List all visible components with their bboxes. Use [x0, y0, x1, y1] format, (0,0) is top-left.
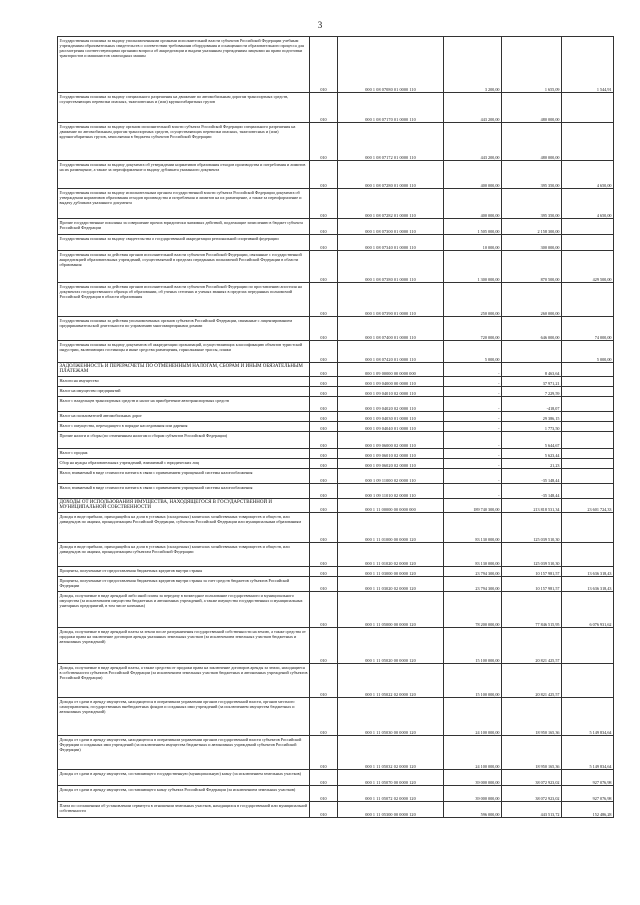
row-plan-cell: 189 740 300,00 — [444, 499, 502, 513]
row-code-cell: 010 — [310, 37, 338, 93]
row-executed-cell: 443 513,72 — [502, 802, 562, 818]
row-remaining-cell — [562, 397, 614, 412]
row-executed-cell: 37 971,21 — [502, 377, 562, 387]
row-plan-cell: 24 100 000,00 — [444, 698, 502, 736]
row-kbk-cell: 000 1 08 07170 01 0000 110 — [338, 93, 444, 123]
row-plan-cell: - — [444, 387, 502, 397]
row-remaining-cell: 4 650,00 — [562, 189, 614, 219]
table-row — [58, 37, 614, 93]
row-executed-cell: -35 148,44 — [502, 484, 562, 499]
row-executed-cell: 18 950 165,36 — [502, 736, 562, 770]
row-name-cell: Государственная пошлина за действия органов исполнительной власти субъектов Российской Федерации, связанные с государственной аккредитацией образовательных учреждений, осуществляемой в пределах переданных полномочий Российской Федерации в области образования — [58, 251, 310, 283]
row-executed-cell: 125 039 510,30 — [502, 513, 562, 543]
row-remaining-cell: 13 636 318,43 — [562, 567, 614, 577]
row-name-cell: Доходы от сдачи в аренду имущества, составляющего казну субъекта Российской Федерации (за исключением земельных участков) — [58, 786, 310, 802]
row-kbk-cell: 000 1 09 00000 00 0000 000 — [338, 363, 444, 377]
row-kbk-cell: 000 1 08 07080 01 0000 110 — [338, 37, 444, 93]
row-plan-cell: 1 505 000,00 — [444, 219, 502, 235]
row-plan-cell: - — [444, 449, 502, 459]
row-executed-cell: -418,07 — [502, 397, 562, 412]
row-executed-cell: 38 072 923,02 — [502, 786, 562, 802]
row-remaining-cell — [562, 513, 614, 543]
row-name-cell: Государственная пошлина за выдачу уполномоченными органами исполнительной власти субъектов Российской Федерации учебным учреждениям образовательных свидетельств о соответствии требованиям оборудования и оснащенности образовательного процесса для рассмотрения соответствующими органами вопроса об аккредитации и выдачи указанным учреждениям лицензии на право подготовки трактористов и машинистов самоходных машин — [58, 37, 310, 93]
row-plan-cell: 23 794 300,00 — [444, 567, 502, 577]
row-kbk-cell: 000 1 08 07390 01 0000 110 — [338, 283, 444, 317]
row-remaining-cell — [562, 412, 614, 422]
row-executed-cell: 5 623,44 — [502, 449, 562, 459]
table-row — [58, 592, 614, 628]
row-kbk-cell: 000 1 08 07300 01 0000 110 — [338, 219, 444, 235]
row-plan-cell: 23 794 300,00 — [444, 577, 502, 592]
row-executed-cell: 10 157 981,57 — [502, 577, 562, 592]
table-row — [58, 363, 614, 377]
row-executed-cell: 5 644,67 — [502, 432, 562, 449]
table-row — [58, 251, 614, 283]
row-code-cell: 010 — [310, 499, 338, 513]
table-row — [58, 698, 614, 736]
row-kbk-cell: 000 1 11 05300 00 0000 120 — [338, 802, 444, 818]
table-row — [58, 412, 614, 422]
row-plan-cell: - — [444, 412, 502, 422]
row-remaining-cell: 13 636 318,43 — [562, 577, 614, 592]
row-code-cell: 010 — [310, 543, 338, 567]
row-plan-cell: - — [444, 397, 502, 412]
row-code-cell: 010 — [310, 736, 338, 770]
table-row — [58, 628, 614, 664]
row-name-cell: Налог с продаж — [58, 449, 310, 459]
row-code-cell: 010 — [310, 664, 338, 698]
row-plan-cell: 443 200,00 — [444, 123, 502, 161]
row-code-cell: 010 — [310, 513, 338, 543]
row-code-cell: 010 — [310, 317, 338, 341]
row-plan-cell: - — [444, 377, 502, 387]
row-kbk-cell: 000 1 08 07340 01 0000 110 — [338, 235, 444, 251]
row-executed-cell: 870 500,00 — [502, 251, 562, 283]
row-plan-cell: 5 000,00 — [444, 341, 502, 363]
row-name-cell: Доходы от сдачи в аренду имущества, находящегося в оперативном управлении органов государственной власти субъектов Российской Федерации и созданных ими учреждений (за исключением имущества бюджетных и автономных учреждений субъектов Российской Федерации) — [58, 736, 310, 770]
row-executed-cell: 125 039 510,30 — [502, 543, 562, 567]
row-name-cell: Государственная пошлина за действия органов исполнительной власти субъектов Российской Федерации по проставлению апостиля на документах государственного образца об образовании, об ученых степенях и ученых званиях в пределах переданных полномочий Российской Федерации в области образования — [58, 283, 310, 317]
table-row — [58, 377, 614, 387]
row-remaining-cell: 23 601 724,33 — [562, 499, 614, 513]
row-name-cell: Прочие налоги и сборы (по отмененным налогам и сборам субъектов Российской Федерации) — [58, 432, 310, 449]
row-remaining-cell — [562, 449, 614, 459]
row-kbk-cell: 000 1 09 06010 02 0000 110 — [338, 449, 444, 459]
row-remaining-cell: 4 650,00 — [562, 161, 614, 189]
table-row — [58, 235, 614, 251]
row-code-cell: 010 — [310, 484, 338, 499]
row-name-cell: Плата по соглашениям об установлении сервитута в отношении земельных участков, находящихся в государственной или муниципальной собственности — [58, 802, 310, 818]
row-code-cell: 010 — [310, 449, 338, 459]
row-plan-cell: 250 000,00 — [444, 283, 502, 317]
table-row — [58, 397, 614, 412]
row-remaining-cell — [562, 469, 614, 484]
row-kbk-cell: 000 1 08 07400 01 0000 110 — [338, 317, 444, 341]
row-remaining-cell: 1 544,91 — [562, 37, 614, 93]
row-plan-cell: - — [444, 484, 502, 499]
row-executed-cell: 300 000,00 — [502, 235, 562, 251]
row-code-cell: 010 — [310, 469, 338, 484]
row-name-cell: Государственная пошлина за выдачу документов об аккредитации организаций, осуществляющих классификацию объектов туристской индустрии, включающих гостиницы и иные средства размещения, горнолыжные трассы, пляжи — [58, 341, 310, 363]
row-name-cell: Доходы, получаемые в виде арендной либо иной платы за передачу в возмездное пользование государственного и муниципального имущества (за исключением имущества бюджетных и автономных учреждений, а также имущества государственных и муниципальных унитарных предприятий, в том числе казенных) — [58, 592, 310, 628]
row-plan-cell: 15 100 000,00 — [444, 628, 502, 664]
table-row — [58, 802, 614, 818]
row-code-cell: 010 — [310, 283, 338, 317]
row-code-cell: 010 — [310, 412, 338, 422]
page-number: 3 — [317, 20, 323, 30]
row-kbk-cell: 000 1 09 11000 02 0000 110 — [338, 469, 444, 484]
row-plan-cell: 15 100 000,00 — [444, 664, 502, 698]
row-code-cell: 010 — [310, 770, 338, 786]
row-plan-cell: 39 000 000,00 — [444, 786, 502, 802]
row-executed-cell: 480 000,00 — [502, 93, 562, 123]
row-name-cell: Государственная пошлина за действия уполномоченных органов субъектов Российской Федерации, связанные с лицензированием предпринимательской деятельности по управлению многоквартирными домами — [58, 317, 310, 341]
row-executed-cell: 1 655,09 — [502, 37, 562, 93]
row-kbk-cell: 000 1 11 05000 00 0000 120 — [338, 592, 444, 628]
row-kbk-cell: 000 1 11 05070 00 0000 120 — [338, 770, 444, 786]
table-row — [58, 387, 614, 397]
row-code-cell: 010 — [310, 432, 338, 449]
row-kbk-cell: 000 1 09 04030 01 0000 110 — [338, 412, 444, 422]
table-row — [58, 577, 614, 592]
row-plan-cell: - — [444, 363, 502, 377]
row-kbk-cell: 000 1 09 04010 02 0000 110 — [338, 387, 444, 397]
row-name-cell: Государственная пошлина за выдачу специального разрешения на движение по автомобильным дорогам транспортных средств, осуществляющих перевозки опасных, тяжеловесных и (или) крупногабаритных грузов — [58, 93, 310, 123]
row-name-cell: Налог, взимаемый в виде стоимости патента в связи с применением упрощенной системы налогообложения — [58, 469, 310, 484]
row-executed-cell: 2 158 300,00 — [502, 219, 562, 235]
row-executed-cell: 21,23 — [502, 459, 562, 469]
row-executed-cell: 395 350,00 — [502, 161, 562, 189]
row-plan-cell: 443 200,00 — [444, 93, 502, 123]
row-remaining-cell — [562, 377, 614, 387]
row-code-cell: 010 — [310, 93, 338, 123]
row-code-cell: 010 — [310, 387, 338, 397]
row-plan-cell: 400 000,00 — [444, 189, 502, 219]
row-plan-cell: - — [444, 432, 502, 449]
row-kbk-cell: 000 1 09 06020 02 0000 110 — [338, 459, 444, 469]
row-code-cell: 010 — [310, 397, 338, 412]
row-plan-cell: 400 000,00 — [444, 161, 502, 189]
row-remaining-cell: 74 000,00 — [562, 317, 614, 341]
row-executed-cell: 77 846 515,95 — [502, 592, 562, 628]
row-remaining-cell: 152 486,28 — [562, 802, 614, 818]
row-code-cell: 010 — [310, 422, 338, 432]
row-remaining-cell: 429 500,00 — [562, 251, 614, 283]
table-row — [58, 123, 614, 161]
table-row — [58, 499, 614, 513]
row-name-cell: Доходы, получаемые в виде арендной платы за земли после разграничения государственной собственности на землю, а также средства от продажи права на заключение договоров аренды указанных земельных участков (за исключением земельных участков бюджетных и автономных учреждений) — [58, 628, 310, 664]
row-plan-cell: 10 000,00 — [444, 235, 502, 251]
row-plan-cell: 596 000,00 — [444, 802, 502, 818]
row-kbk-cell: 000 1 08 07280 01 0000 110 — [338, 161, 444, 189]
row-executed-cell: 395 350,00 — [502, 189, 562, 219]
row-executed-cell: 646 000,00 — [502, 317, 562, 341]
row-plan-cell: 720 000,00 — [444, 317, 502, 341]
row-kbk-cell: 000 1 11 05072 02 0000 120 — [338, 786, 444, 802]
row-kbk-cell: 000 1 11 05022 02 0000 120 — [338, 664, 444, 698]
row-plan-cell: - — [444, 459, 502, 469]
row-code-cell: 010 — [310, 363, 338, 377]
row-remaining-cell — [562, 422, 614, 432]
row-remaining-cell — [562, 664, 614, 698]
row-name-cell: Налог с владельцев транспортных средств и налог на приобретение автотранспортных средств — [58, 397, 310, 412]
row-remaining-cell — [562, 432, 614, 449]
row-kbk-cell: 000 1 08 07172 01 0000 110 — [338, 123, 444, 161]
row-name-cell: Государственная пошлина за выдачу органом исполнительной власти субъекта Российской Федерации специального разрешения на движение по автомобильным дорогам транспортных средств, осуществляющих перевозки опасных, тяжеловесных и (или) крупногабаритных грузов, зачисляемая в бюджеты субъектов Российской Федерации — [58, 123, 310, 161]
row-remaining-cell: 927 076,98 — [562, 786, 614, 802]
row-plan-cell: 1 300 000,00 — [444, 251, 502, 283]
row-code-cell: 010 — [310, 161, 338, 189]
row-kbk-cell: 000 1 11 03020 02 0000 120 — [338, 577, 444, 592]
table-row — [58, 93, 614, 123]
row-executed-cell: 18 950 165,36 — [502, 698, 562, 736]
row-plan-cell: 78 200 000,00 — [444, 592, 502, 628]
row-kbk-cell: 000 1 08 07380 01 0000 110 — [338, 251, 444, 283]
row-name-cell: ДОХОДЫ ОТ ИСПОЛЬЗОВАНИЯ ИМУЩЕСТВА, НАХОДЯЩЕГОСЯ В ГОСУДАРСТВЕННОЙ И МУНИЦИПАЛЬНОЙ СОБСТВЕННОСТИ — [58, 499, 310, 513]
row-kbk-cell: 000 1 11 05020 00 0000 120 — [338, 628, 444, 664]
row-executed-cell: 29 386,15 — [502, 412, 562, 422]
row-kbk-cell: 000 1 11 03000 00 0000 120 — [338, 567, 444, 577]
row-kbk-cell: 000 1 11 05030 00 0000 120 — [338, 698, 444, 736]
row-kbk-cell: 000 1 09 06000 02 0000 110 — [338, 432, 444, 449]
row-remaining-cell — [562, 283, 614, 317]
row-code-cell: 010 — [310, 219, 338, 235]
table-row — [58, 513, 614, 543]
table-row — [58, 317, 614, 341]
row-kbk-cell: 000 1 09 11010 02 0000 110 — [338, 484, 444, 499]
row-remaining-cell — [562, 123, 614, 161]
row-remaining-cell — [562, 93, 614, 123]
row-remaining-cell — [562, 543, 614, 567]
row-name-cell: Сбор на нужды образовательных учреждений, взимаемый с юридических лиц — [58, 459, 310, 469]
row-executed-cell: 8 463,64 — [502, 363, 562, 377]
table-row — [58, 219, 614, 235]
table-row — [58, 449, 614, 459]
table-body — [58, 37, 614, 818]
row-plan-cell: 83 130 000,00 — [444, 543, 502, 567]
row-remaining-cell — [562, 484, 614, 499]
row-executed-cell: 480 000,00 — [502, 123, 562, 161]
row-remaining-cell: 6 076 931,62 — [562, 592, 614, 628]
table-row — [58, 786, 614, 802]
row-name-cell: Налог, взимаемый в виде стоимости патента в связи с применением упрощенной системы налогообложения — [58, 484, 310, 499]
row-kbk-cell: 000 1 09 04040 01 0000 110 — [338, 422, 444, 432]
table-row — [58, 770, 614, 786]
table-row — [58, 422, 614, 432]
table-row — [58, 736, 614, 770]
row-name-cell: Проценты, полученные от предоставления бюджетных кредитов внутри страны — [58, 567, 310, 577]
row-name-cell: Государственная пошлина за выдачу исполнительным органом государственной власти субъекта Российской Федерации документа об утверждении нормативов образования отходов производства и потребления и лимитов на их размещение, а также за переоформление и выдачу дубликата указанного документа — [58, 189, 310, 219]
row-code-cell: 010 — [310, 123, 338, 161]
table-row — [58, 341, 614, 363]
table-row — [58, 189, 614, 219]
row-kbk-cell: 000 1 11 05032 02 0000 120 — [338, 736, 444, 770]
row-plan-cell: - — [444, 422, 502, 432]
row-code-cell: 010 — [310, 189, 338, 219]
row-kbk-cell: 000 1 08 07282 01 0000 110 — [338, 189, 444, 219]
row-name-cell: Налог с имущества, переходящего в порядке наследования или дарения — [58, 422, 310, 432]
table-row — [58, 459, 614, 469]
row-executed-cell: 38 072 923,02 — [502, 770, 562, 786]
row-executed-cell: 260 000,00 — [502, 283, 562, 317]
row-code-cell: 010 — [310, 698, 338, 736]
row-kbk-cell: 000 1 09 04000 00 0000 110 — [338, 377, 444, 387]
row-name-cell: Доходы от сдачи в аренду имущества, составляющего государственную (муниципальную) казну (за исключением земельных участков) — [58, 770, 310, 786]
row-code-cell: 010 — [310, 567, 338, 577]
row-name-cell: Прочие государственные пошлины за совершение прочих юридически значимых действий, подлежащие зачислению в бюджет субъекта Российской Федерации — [58, 219, 310, 235]
row-code-cell: 010 — [310, 592, 338, 628]
row-remaining-cell — [562, 628, 614, 664]
row-code-cell: 010 — [310, 459, 338, 469]
row-name-cell: Доходы, получаемые в виде арендной платы, а также средства от продажи права на заключение договоров аренды за земли, находящиеся в собственности субъектов Российской Федерации (за исключением земельных участков бюджетных и автономных учреждений субъектов Российской Федерации) — [58, 664, 310, 698]
row-code-cell: 010 — [310, 802, 338, 818]
row-remaining-cell: 5 149 834,64 — [562, 698, 614, 736]
row-name-cell: Доходы от сдачи в аренду имущества, находящегося в оперативном управлении органов государственной власти, органов местного самоуправления, государственных внебюджетных фондов и созданных ими учреждений (за исключением имущества бюджетных и автономных учреждений) — [58, 698, 310, 736]
row-name-cell: Доходы в виде прибыли, приходящейся на доли в уставных (складочных) капиталах хозяйственных товариществ и обществ, или дивидендов по акциям, принадлежащим Российской Федерации, субъектам Российской Федерации или муниципальным образованиям — [58, 513, 310, 543]
row-code-cell: 010 — [310, 341, 338, 363]
row-code-cell: 010 — [310, 628, 338, 664]
table-row — [58, 432, 614, 449]
table-row — [58, 283, 614, 317]
row-plan-cell: 39 000 000,00 — [444, 770, 502, 786]
row-name-cell: ЗАДОЛЖЕННОСТЬ И ПЕРЕРАСЧЕТЫ ПО ОТМЕНЕННЫМ НАЛОГАМ, СБОРАМ И ИНЫМ ОБЯЗАТЕЛЬНЫМ ПЛАТЕЖАМ — [58, 363, 310, 377]
row-executed-cell: -35 148,44 — [502, 469, 562, 484]
row-kbk-cell: 000 1 08 07420 01 0000 110 — [338, 341, 444, 363]
row-plan-cell: 24 100 000,00 — [444, 736, 502, 770]
row-name-cell: Налог на имущество предприятий — [58, 387, 310, 397]
row-executed-cell: 1 773,50 — [502, 422, 562, 432]
row-executed-cell: 7 229,59 — [502, 387, 562, 397]
row-executed-cell: 10 157 981,57 — [502, 567, 562, 577]
row-remaining-cell — [562, 235, 614, 251]
row-name-cell: Государственная пошлина за выдачу свидетельства о государственной аккредитации региональной спортивной федерации — [58, 235, 310, 251]
table-row — [58, 664, 614, 698]
table-row — [58, 469, 614, 484]
row-name-cell: Налог на пользователей автомобильных дорог — [58, 412, 310, 422]
table-row — [58, 161, 614, 189]
row-code-cell: 010 — [310, 577, 338, 592]
row-kbk-cell: 000 1 11 01000 00 0000 120 — [338, 513, 444, 543]
row-name-cell: Государственная пошлина за выдачу документа об утверждении нормативов образования отходов производства и потребления и лимитов на их размещение, а также за переоформление и выдачу дубликата указанного документа — [58, 161, 310, 189]
row-kbk-cell: 000 1 11 00000 00 0000 000 — [338, 499, 444, 513]
row-plan-cell: 3 200,00 — [444, 37, 502, 93]
row-executed-cell: 20 821 425,57 — [502, 628, 562, 664]
row-name-cell: Налоги на имущество — [58, 377, 310, 387]
row-executed-cell: 213 818 531,34 — [502, 499, 562, 513]
row-remaining-cell — [562, 219, 614, 235]
row-kbk-cell: 000 1 09 04020 02 0000 110 — [338, 397, 444, 412]
row-remaining-cell: 927 076,98 — [562, 770, 614, 786]
row-name-cell: Проценты, полученные от предоставления бюджетных кредитов внутри страны за счет средств бюджетов субъектов Российской Федерации — [58, 577, 310, 592]
budget-execution-table — [57, 36, 614, 818]
row-code-cell: 010 — [310, 377, 338, 387]
row-remaining-cell — [562, 363, 614, 377]
row-executed-cell: 20 821 425,57 — [502, 664, 562, 698]
row-remaining-cell — [562, 459, 614, 469]
row-code-cell: 010 — [310, 235, 338, 251]
row-plan-cell: 83 130 000,00 — [444, 513, 502, 543]
table-row — [58, 567, 614, 577]
row-remaining-cell: 5 000,00 — [562, 341, 614, 363]
table-row — [58, 484, 614, 499]
row-name-cell: Доходы в виде прибыли, приходящейся на доли в уставных (складочных) капиталах хозяйственных товариществ и обществ, или дивидендов по акциям, принадлежащим субъектам Российской Федерации — [58, 543, 310, 567]
row-kbk-cell: 000 1 11 01020 02 0000 120 — [338, 543, 444, 567]
row-remaining-cell — [562, 387, 614, 397]
row-code-cell: 010 — [310, 251, 338, 283]
row-remaining-cell: 5 149 834,64 — [562, 736, 614, 770]
row-plan-cell: - — [444, 469, 502, 484]
row-executed-cell — [502, 341, 562, 363]
row-code-cell: 010 — [310, 786, 338, 802]
table-row — [58, 543, 614, 567]
